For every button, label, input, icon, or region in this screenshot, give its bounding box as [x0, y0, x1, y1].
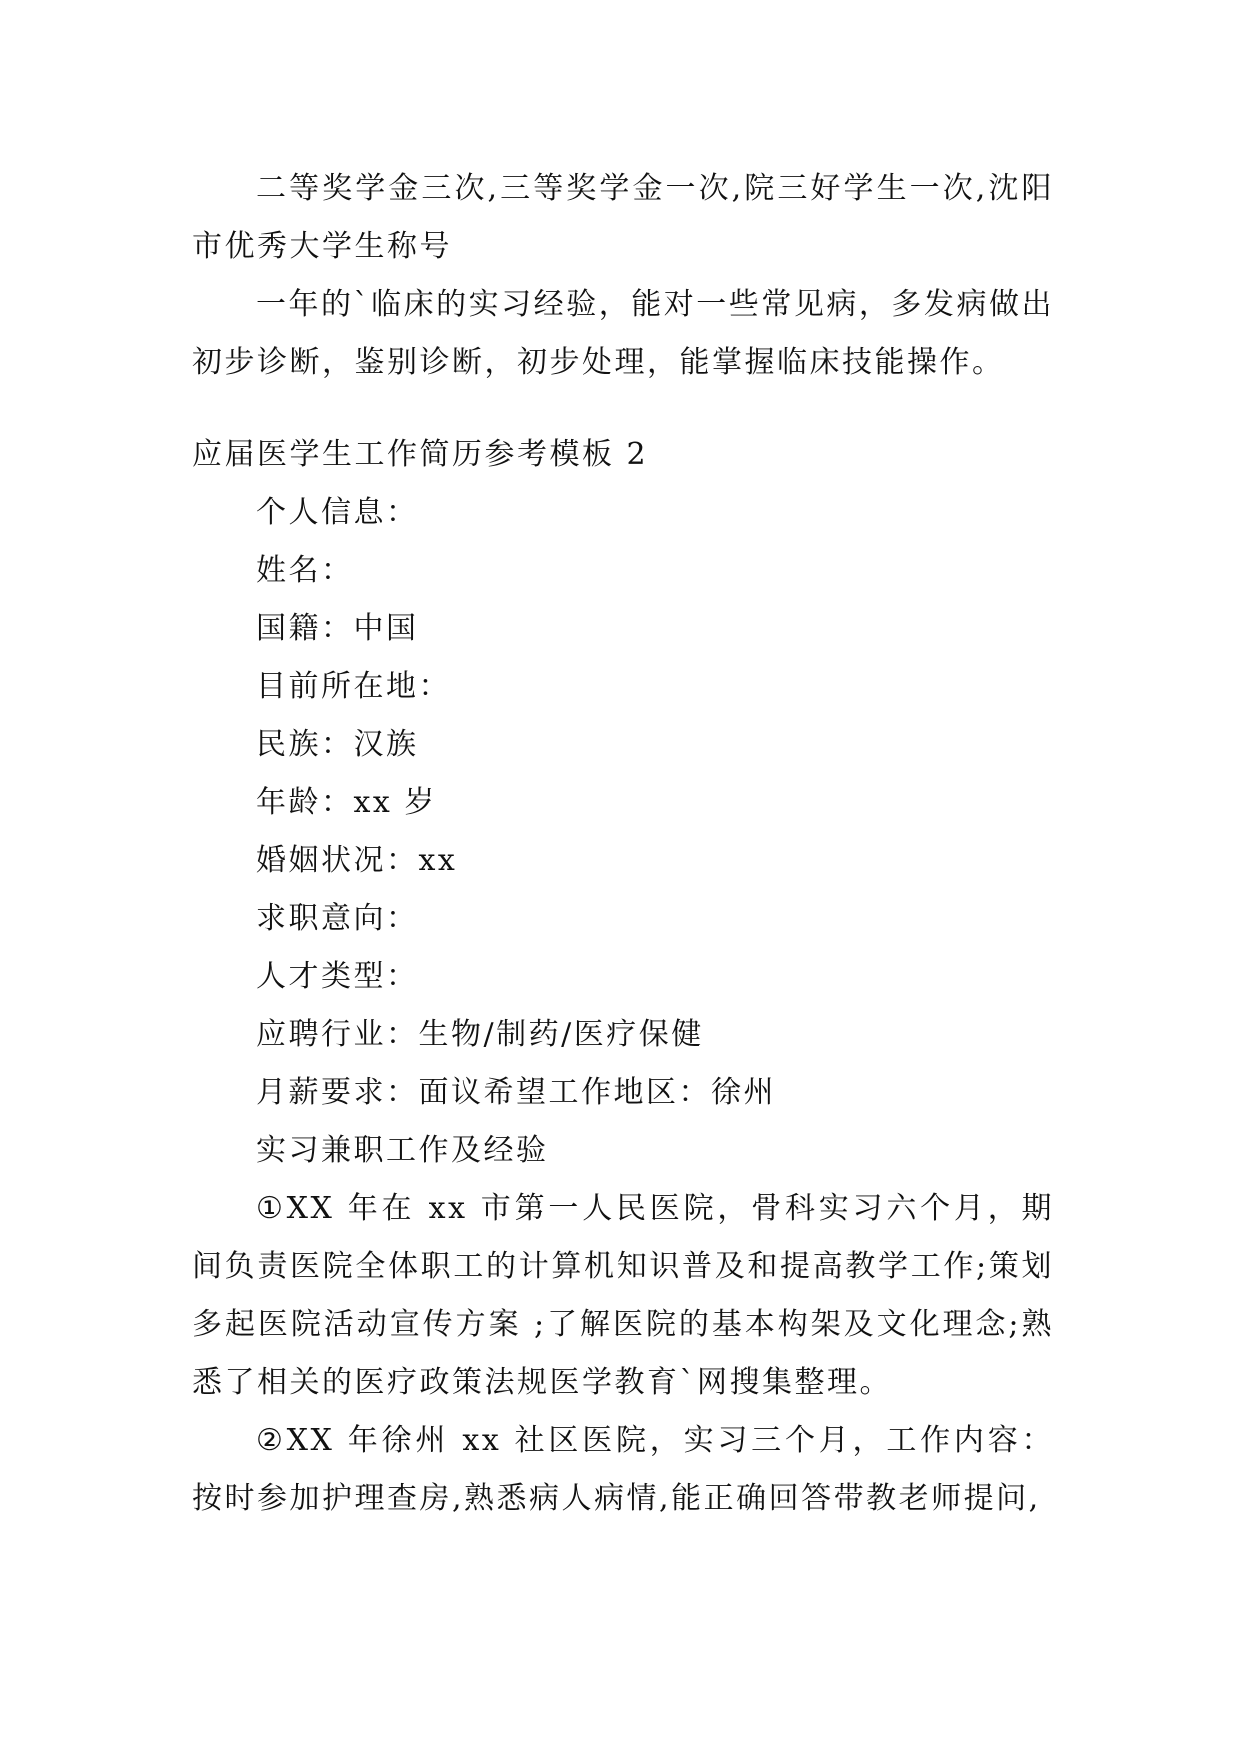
- clinical-experience-paragraph: 一年的`临床的实习经验，能对一些常见病，多发病做出初步诊断，鉴别诊断，初步处理，能掌握临床技能操作。: [192, 287, 1054, 380]
- info-line-marital-status: 婚姻状况：xx: [256, 843, 458, 878]
- info-line-personal-info: 个人信息：: [256, 495, 419, 530]
- document-body: [192, 160, 1054, 1528]
- section-spacer: [192, 392, 1054, 426]
- info-line-name: 姓名：: [256, 553, 354, 588]
- info-line-age: 年龄：xx 岁: [256, 785, 437, 820]
- info-line-ethnicity: 民族：汉族: [256, 727, 419, 762]
- experience-item-2: ②XX 年徐州 xx 社区医院，实习三个月，工作内容：按时参加护理查房,熟悉病人病情,能正确回答带教老师提问,: [192, 1423, 1054, 1516]
- section-title: 应届医学生工作简历参考模板 2: [192, 437, 649, 472]
- info-line-talent-type: 人才类型：: [256, 959, 419, 994]
- info-line-experience-heading: 实习兼职工作及经验: [256, 1133, 549, 1168]
- info-line-salary-location: 月薪要求：面议希望工作地区：徐州: [256, 1075, 776, 1110]
- experience-item-1: ①XX 年在 xx 市第一人民医院，骨科实习六个月，期间负责医院全体职工的计算机知识普及和提高教学工作;策划多起医院活动宣传方案 ;了解医院的基本构架及文化理念;熟悉了相关的医疗政策法规医学教育`网搜集整理。: [192, 1191, 1054, 1400]
- info-line-industry: 应聘行业：生物/制药/医疗保健: [256, 1017, 704, 1052]
- info-line-job-intention: 求职意向：: [256, 901, 419, 936]
- info-line-nationality: 国籍：中国: [256, 611, 419, 646]
- awards-paragraph: 二等奖学金三次,三等奖学金一次,院三好学生一次,沈阳市优秀大学生称号: [192, 171, 1054, 264]
- info-line-current-location: 目前所在地：: [256, 669, 451, 704]
